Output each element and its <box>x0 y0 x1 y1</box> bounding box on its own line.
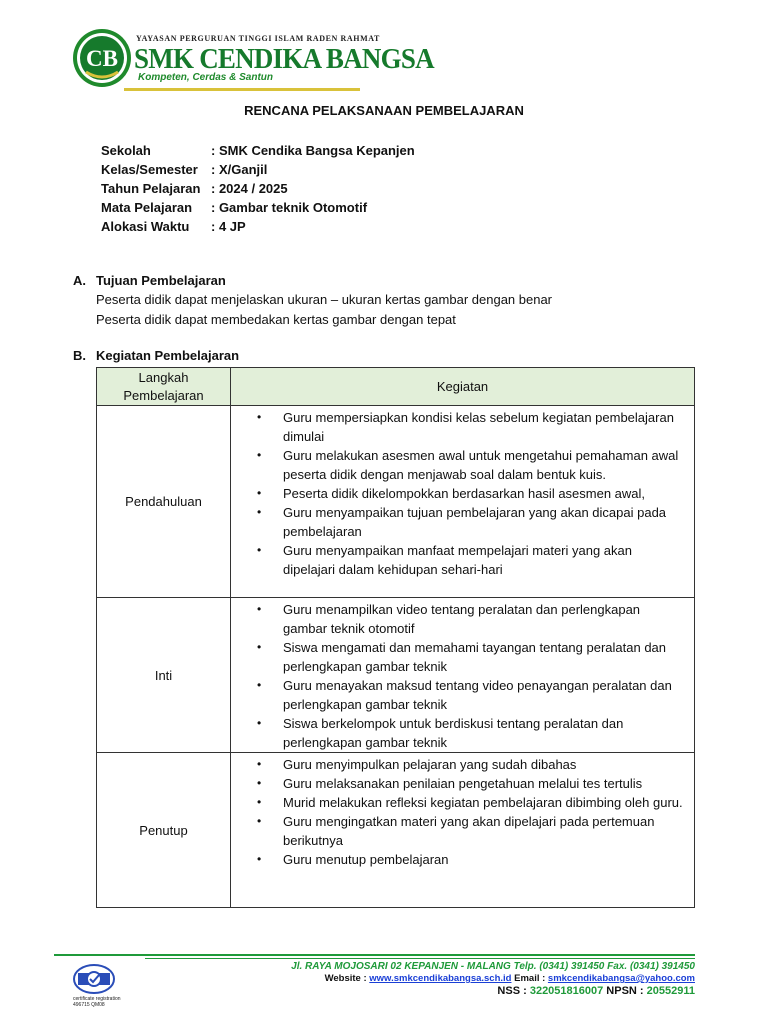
school-name: SMK CENDIKA BANGSA <box>134 43 434 75</box>
activities-cell <box>231 406 695 598</box>
list-item <box>231 600 686 638</box>
bullet-icon: • <box>257 543 262 557</box>
activity-list <box>231 598 694 752</box>
goal-line: Peserta didik dapat membedakan kertas gambar dengan tepat <box>96 311 456 327</box>
bullet-icon: • <box>257 505 262 519</box>
footer-contact <box>325 973 695 984</box>
bullet-icon: • <box>257 852 262 866</box>
bullet-icon: • <box>257 757 262 771</box>
bullet-icon: • <box>257 814 262 828</box>
activity-text: Guru melakukan asesmen awal untuk mengetahui pemahaman awal peserta didik dengan menjawab soal dalam bentuk kuis. <box>283 448 679 482</box>
email-link[interactable]: smkcendikabangsa@yahoo.com <box>547 973 695 984</box>
list-item <box>231 793 686 812</box>
identity-row <box>101 141 415 160</box>
footer-ids <box>497 985 695 997</box>
nss-label: NSS : <box>497 985 530 997</box>
header-divider <box>124 88 360 91</box>
bullet-icon: • <box>257 486 262 500</box>
certification-logo <box>70 962 118 996</box>
activities-cell <box>231 598 695 753</box>
activity-list <box>231 406 694 579</box>
table-row <box>97 406 695 598</box>
list-item <box>231 484 686 503</box>
activity-text: Guru menampilkan video tentang peralatan dan perlengkapan gambar teknik otomotif <box>283 602 641 636</box>
cert-line: certificate registration <box>73 996 121 1002</box>
identity-block <box>101 141 415 236</box>
bullet-icon: • <box>257 448 262 462</box>
section-letter: A. <box>73 273 86 288</box>
activity-text: Peserta didik dikelompokkan berdasarkan hasil asesmen awal, <box>283 486 646 501</box>
identity-value: : 4 JP <box>211 219 246 234</box>
identity-row <box>101 160 415 179</box>
header-cell-step: Langkah Pembelajaran <box>97 368 231 406</box>
list-item <box>231 676 686 714</box>
npsn-value: 20552911 <box>646 985 695 997</box>
activity-text: Siswa mengamati dan memahami tayangan tentang peralatan dan perlengkapan gambar teknik <box>283 640 667 674</box>
cert-line: 496715 QM08 <box>73 1002 105 1008</box>
activities-table <box>96 367 695 908</box>
identity-row <box>101 198 415 217</box>
identity-row <box>101 217 415 236</box>
stage-cell: Inti <box>97 598 231 753</box>
identity-label: Alokasi Waktu <box>101 219 190 234</box>
section-title: Kegiatan Pembelajaran <box>96 348 240 363</box>
activity-text: Guru menyampaikan manfaat mempelajari materi yang akan dipelajari dalam kehidupan sehari-hari <box>283 543 633 577</box>
website-label: Website : <box>324 973 370 984</box>
activities-cell <box>231 753 695 908</box>
activity-text: Siswa berkelompok untuk berdiskusi tentang peralatan dan perlengkapan gambar teknik <box>283 716 624 750</box>
npsn-label: NPSN : <box>603 985 647 997</box>
email-label: Email : <box>511 973 548 984</box>
identity-value: : SMK Cendika Bangsa Kepanjen <box>211 143 415 158</box>
activity-text: Guru menayakan maksud tentang video penayangan peralatan dan perlengkapan gambar teknik <box>283 678 672 712</box>
certification-text <box>73 996 121 1008</box>
stage-cell: Pendahuluan <box>97 406 231 598</box>
learning-goals <box>96 290 552 329</box>
footer-address: Jl. RAYA MOJOSARI 02 KEPANJEN - MALANG Telp. (0341) 391450 Fax. (0341) 391450 <box>291 961 695 972</box>
header-cell-activity: Kegiatan <box>231 368 695 406</box>
section-letter: B. <box>73 348 86 363</box>
list-item <box>231 850 686 869</box>
bullet-icon: • <box>257 776 262 790</box>
activity-list <box>231 753 694 869</box>
identity-label: Mata Pelajaran <box>101 200 193 215</box>
bullet-icon: • <box>257 410 262 424</box>
identity-label: Kelas/Semester <box>101 162 198 177</box>
activity-text: Guru menyimpulkan pelajaran yang sudah dibahas <box>283 757 577 772</box>
school-logo <box>72 28 132 88</box>
footer-divider <box>54 954 695 956</box>
identity-value: : X/Ganjil <box>211 162 268 177</box>
foundation-name: YAYASAN PERGURUAN TINGGI ISLAM RADEN RAHMAT <box>136 34 380 43</box>
stage-cell: Penutup <box>97 753 231 908</box>
list-item <box>231 714 686 752</box>
list-item <box>231 755 686 774</box>
section-a-heading <box>73 273 226 288</box>
list-item <box>231 541 686 579</box>
activity-text: Guru melaksanakan penilaian pengetahuan melalui tes tertulis <box>283 776 643 791</box>
activity-text: Guru menyampaikan tujuan pembelajaran yang akan dicapai pada pembelajaran <box>283 505 667 539</box>
letterhead <box>134 34 434 94</box>
school-motto: Kompeten, Cerdas & Santun <box>138 72 274 83</box>
table-row <box>97 753 695 908</box>
list-item <box>231 408 686 446</box>
document-title: RENCANA PELAKSANAAN PEMBELAJARAN <box>244 103 524 118</box>
identity-label: Tahun Pelajaran <box>101 181 201 196</box>
activity-text: Guru mengingatkan materi yang akan dipelajari pada pertemuan berikutnya <box>283 814 655 848</box>
bullet-icon: • <box>257 716 262 730</box>
bullet-icon: • <box>257 795 262 809</box>
footer-divider <box>145 958 695 959</box>
activity-text: Guru menutup pembelajaran <box>283 852 449 867</box>
list-item <box>231 638 686 676</box>
activity-text: Murid melakukan refleksi kegiatan pembelajaran dibimbing oleh guru. <box>283 795 683 810</box>
identity-value: : 2024 / 2025 <box>211 181 288 196</box>
table-row <box>97 598 695 753</box>
list-item <box>231 774 686 793</box>
activity-text: Guru mempersiapkan kondisi kelas sebelum kegiatan pembelajaran dimulai <box>283 410 674 444</box>
bullet-icon: • <box>257 678 262 692</box>
identity-row <box>101 179 415 198</box>
goal-line: Peserta didik dapat menjelaskan ukuran – ukuran kertas gambar dengan benar <box>96 292 553 307</box>
bullet-icon: • <box>257 640 262 654</box>
logo-text: CB <box>86 46 118 71</box>
list-item <box>231 503 686 541</box>
list-item <box>231 812 686 850</box>
section-b-heading <box>73 348 239 363</box>
section-title: Tujuan Pembelajaran <box>96 273 226 288</box>
identity-label: Sekolah <box>101 143 151 158</box>
nss-value: 322051816007 <box>529 985 604 997</box>
bullet-icon: • <box>257 602 262 616</box>
list-item <box>231 446 686 484</box>
table-header-row <box>97 368 695 406</box>
identity-value: : Gambar teknik Otomotif <box>211 200 368 215</box>
website-link[interactable]: www.smkcendikabangsa.sch.id <box>369 973 512 984</box>
